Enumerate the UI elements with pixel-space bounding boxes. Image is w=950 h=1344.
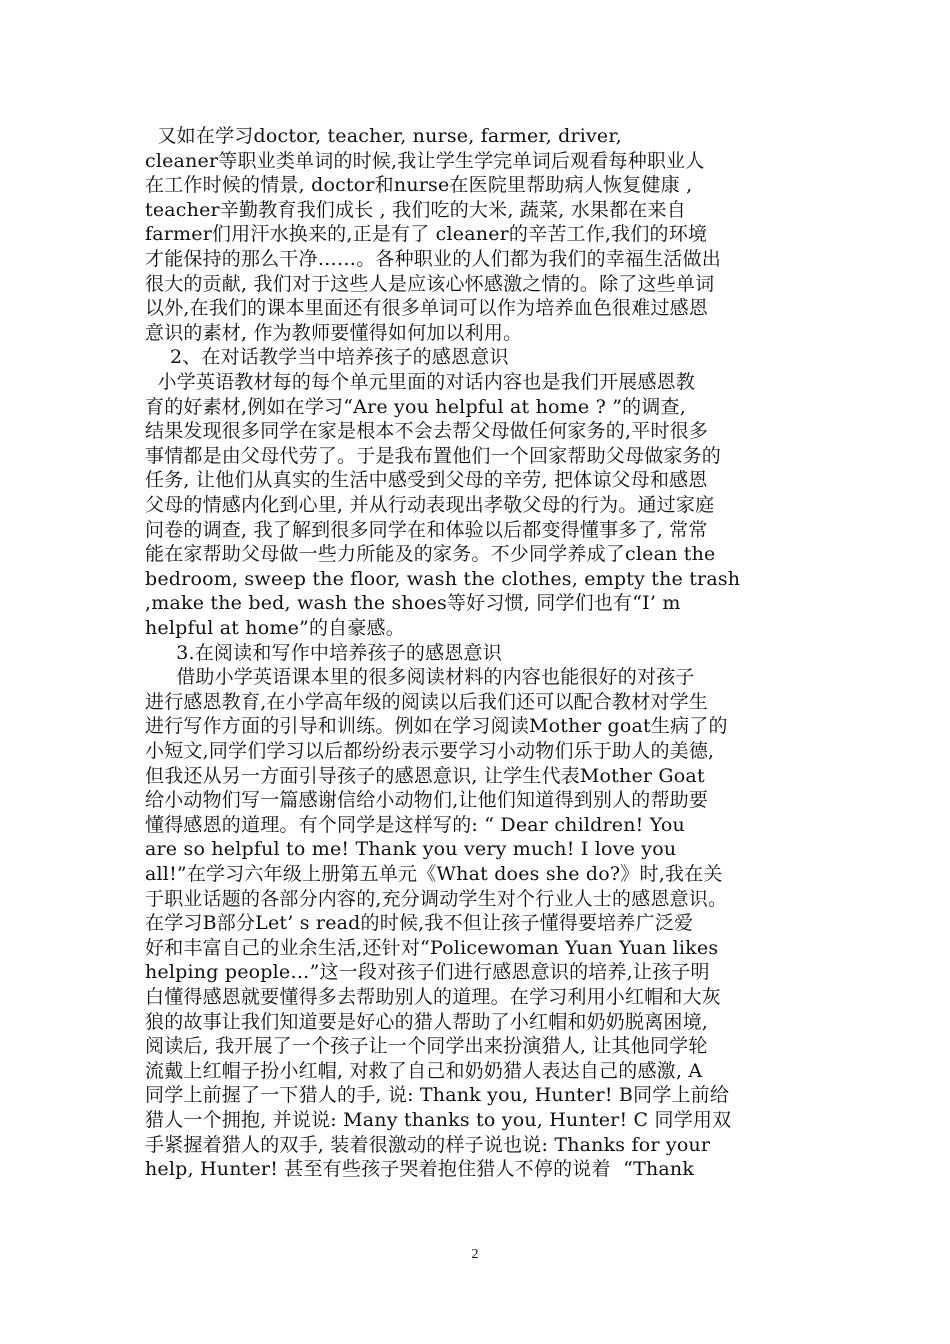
text-line: 小学英语教材每的每个单元里面的对话内容也是我们开展感恩教 [145, 371, 696, 393]
text-line: 流戴上红帽子扮小红帽, 对救了自己和奶奶猎人表达自己的感激, A [145, 1059, 703, 1082]
text-line: helping people…”这一段对孩子们进行感恩意识的培养,让孩子明 [145, 961, 710, 984]
text-line: 给小动物们写一篇感谢信给小动物们,让他们知道得到别人的帮助要 [145, 789, 709, 812]
text-line: 懂得感恩的道理。有个同学是这样写的: “ Dear children! You [145, 813, 685, 836]
text-line: 在学习B部分Let’ s read的时候,我不但让孩子懂得要培养广泛爱 [145, 912, 694, 935]
text-line: farmer们用汗水换来的,正是有了 cleaner的辛苦工作,我们的环境 [145, 223, 708, 246]
text-line: are so helpful to me! Thank you very much! I love you [145, 838, 677, 861]
text-line: 于职业话题的各部分内容的,充分调动学生对个行业人士的感恩意识。 [145, 887, 728, 910]
text-line: 父母的情感内化到心里, 并从行动表现出孝敬父母的行为。通过家庭 [145, 494, 715, 516]
text-line: 借助小学英语课本里的很多阅读材料的内容也能很好的对孩子 [145, 666, 695, 689]
text-line: 但我还从另一方面引导孩子的感恩意识, 让学生代表Mother Goat [145, 764, 705, 787]
text-line: all!”在学习六年级上册第五单元《What does she do?》时,我在关 [145, 863, 723, 885]
text-line: 以外,在我们的课本里面还有很多单词可以作为培养血色很难过感恩 [145, 297, 709, 320]
text-line: 能在家帮助父母做一些力所能及的家务。不少同学养成了clean the [145, 543, 716, 566]
text-line: 手紧握着猎人的双手, 装着很激动的样子说也说: Thanks for your [145, 1133, 711, 1156]
text-line: 阅读后, 我开展了一个孩子让一个同学出来扮演猎人, 让其他同学轮 [145, 1035, 708, 1058]
text-line: 同学上前握了一下猎人的手, 说: Thank you, Hunter! B同学上前给 [145, 1084, 730, 1107]
text-line: 问卷的调查, 我了解到很多同学在和体验以后都变得懂事多了, 常常 [145, 518, 708, 541]
text-line: 进行感恩教育,在小学高年级的阅读以后我们还可以配合教材对学生 [145, 690, 709, 713]
text-line: 才能保持的那么干净……。各种职业的人们都为我们的幸福生活做出 [145, 248, 722, 270]
section-heading: 2、在对话教学当中培养孩子的感恩意识 [145, 346, 509, 369]
text-line: teacher辛勤教育我们成长 , 我们吃的大米, 蔬菜, 水果都在来自 [145, 198, 686, 221]
page-number: 2 [471, 1247, 479, 1262]
text-line: 意识的素材, 作为教师要懂得如何加以利用。 [145, 321, 523, 344]
text-line: 进行写作方面的引导和训练。例如在学习阅读Mother goat生病了的 [145, 715, 728, 738]
text-line: 事情都是由父母代劳了。于是我布置他们一个回家帮助父母做家务的 [145, 444, 722, 467]
text-line: 结果发现很多同学在家是根本不会去帮父母做任何家务的,平时很多 [145, 420, 709, 443]
text-line: ,make the bed, wash the shoes等好习惯, 同学们也有“I’ m [145, 592, 681, 615]
text-line: 任务, 让他们从真实的生活中感受到父母的辛劳, 把体谅父母和感恩 [145, 469, 708, 492]
text-line: 又如在学习doctor, teacher, nurse, farmer, driver, [145, 125, 622, 147]
text-line: 很大的贡献, 我们对于这些人是应该心怀感激之情的。除了这些单词 [145, 272, 715, 295]
text-line: 好和丰富自己的业余生活,还针对“Policewoman Yuan Yuan likes [145, 936, 719, 959]
section-heading: 3.在阅读和写作中培养孩子的感恩意识 [145, 641, 502, 664]
text-line: 猎人一个拥抱, 并说说: Many thanks to you, Hunter! C 同学用双 [145, 1109, 732, 1131]
text-line: 育的好素材,例如在学习“Are you helpful at home ? ”的调查, [145, 395, 686, 418]
text-line: help, Hunter! 甚至有些孩子哭着抱住猎人不停的说着 “Thank [145, 1158, 695, 1181]
text-line: helpful at home”的自豪感。 [145, 617, 405, 639]
text-line: bedroom, sweep the floor, wash the clothes, empty the trash [145, 567, 741, 590]
text-line: 狼的故事让我们知道要是好心的猎人帮助了小红帽和奶奶脱离困境, [145, 1010, 709, 1033]
text-line: 白懂得感恩就要懂得多去帮助别人的道理。在学习利用小红帽和大灰 [145, 986, 722, 1008]
text-line: 小短文,同学们学习以后都纷纷表示要学习小动物们乐于助人的美德, [145, 740, 715, 762]
text-line: 在工作时候的情景, doctor和nurse在医院里帮助病人恢复健康 , [145, 174, 693, 197]
text-line: cleaner等职业类单词的时候,我让学生学完单词后观看每种职业人 [145, 149, 705, 172]
